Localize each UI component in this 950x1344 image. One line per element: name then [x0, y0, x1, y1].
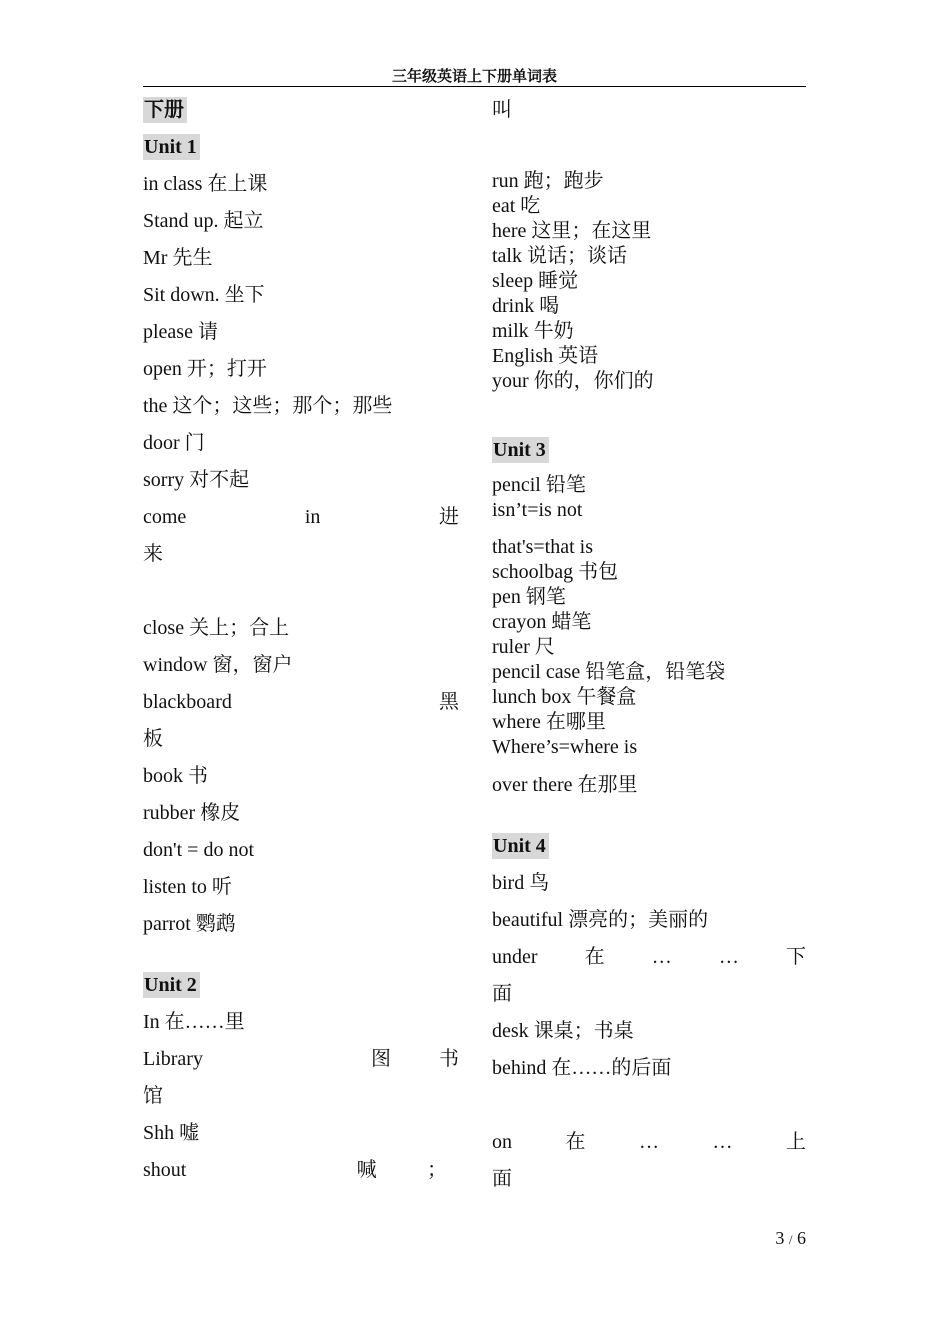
vocab-item: in class 在上课 [143, 173, 268, 195]
vocab-item: window 窗，窗户 [143, 654, 293, 676]
vocab-item: lunch box 午餐盒 [492, 686, 637, 708]
vocab-item: sorry 对不起 [143, 469, 250, 491]
justified-word: … [639, 1131, 659, 1153]
vocab-item: eat 吃 [492, 195, 541, 217]
vocab-item: ruler 尺 [492, 636, 555, 658]
vocab-item-continuation: 馆 [143, 1085, 163, 1107]
vocab-item-under [492, 939, 806, 976]
justified-word: shout [143, 1159, 187, 1181]
justified-word: 在 [565, 1131, 586, 1153]
page-current: 3 [775, 1228, 785, 1248]
justified-word: … [712, 1131, 733, 1153]
vocab-item: schoolbag 书包 [492, 561, 619, 583]
vocab-item: pencil case 铅笔盒，铅笔袋 [492, 661, 726, 683]
unit4-heading: Unit 4 [492, 833, 549, 859]
vocab-item: English 英语 [492, 345, 599, 367]
vocab-item: desk 课桌；书桌 [492, 1020, 634, 1042]
page-total: 6 [797, 1228, 806, 1248]
vocab-item-blackboard [143, 684, 459, 721]
justified-word: 喊 [356, 1159, 377, 1181]
vocab-item-come-in [143, 499, 459, 536]
vocab-item: listen to 听 [143, 876, 232, 898]
justified-word: 下 [785, 946, 806, 968]
vocab-item: book 书 [143, 765, 208, 787]
vocab-item-continuation: 来 [143, 543, 163, 565]
vocab-item-continuation: 面 [492, 983, 512, 1005]
unit3-heading: Unit 3 [492, 437, 549, 463]
vocab-item: open 开；打开 [143, 358, 267, 380]
header-rule [143, 86, 806, 87]
justified-word: 进 [439, 506, 459, 528]
vocab-item: rubber 橡皮 [143, 802, 241, 824]
vocab-item: drink 喝 [492, 295, 560, 317]
vocab-item: milk 牛奶 [492, 320, 574, 342]
vocab-item: that's=that is [492, 536, 593, 558]
vocab-item-continuation: 叫 [492, 99, 512, 121]
justified-word: 图 [370, 1048, 391, 1070]
vocab-item-continuation: 板 [143, 728, 163, 750]
justified-word: 上 [786, 1131, 806, 1153]
vocab-item-library [143, 1041, 459, 1078]
page-number [760, 1228, 806, 1249]
left-column [143, 92, 459, 1189]
justified-word: 黑 [439, 691, 459, 713]
justified-word: in [304, 506, 321, 528]
vocab-item: run 跑；跑步 [492, 170, 604, 192]
page-header-title: 三年级英语上下册单词表 [391, 67, 557, 85]
justified-word: … [718, 946, 739, 968]
right-column [492, 92, 806, 1198]
vocab-item-continuation: 面 [492, 1168, 512, 1190]
justified-word: Library [143, 1048, 203, 1070]
vocab-item: close 关上；合上 [143, 617, 290, 639]
vocab-item: don't = do not [143, 839, 254, 861]
justified-word: ； [427, 1159, 447, 1181]
justified-word: 书 [438, 1048, 459, 1070]
vocab-item: pencil 铅笔 [492, 474, 586, 496]
vocab-item: Mr 先生 [143, 247, 213, 269]
justified-word: come [143, 506, 187, 528]
vocab-item: bird 鸟 [492, 872, 550, 894]
vocab-item-shout [143, 1152, 459, 1189]
vocab-item-on [492, 1124, 806, 1161]
vocab-item: Sit down. 坐下 [143, 284, 265, 306]
vocab-item: over there 在那里 [492, 774, 638, 796]
vocab-item: pen 钢笔 [492, 586, 566, 608]
vocab-item: parrot 鹦鹉 [143, 913, 236, 935]
vocab-item: Stand up. 起立 [143, 210, 264, 232]
unit2-heading: Unit 2 [143, 972, 200, 998]
vocab-item: Shh 嘘 [143, 1122, 200, 1144]
page-separator: / [788, 1232, 793, 1247]
vocab-item: crayon 蜡笔 [492, 611, 592, 633]
unit1-heading: Unit 1 [143, 134, 200, 160]
vocab-item: talk 说话；谈话 [492, 245, 627, 267]
vocab-item: your 你的，你们的 [492, 370, 654, 392]
vocab-item: door 门 [143, 432, 205, 454]
vocab-item: the 这个；这些；那个；那些 [143, 395, 393, 417]
vocab-item: beautiful 漂亮的；美丽的 [492, 909, 709, 931]
justified-word: 在 [584, 946, 605, 968]
vocab-item: please 请 [143, 321, 218, 343]
justified-word: on [492, 1131, 512, 1153]
vocab-item: behind 在……的后面 [492, 1057, 672, 1079]
vocab-item: isn’t=is not [492, 499, 583, 521]
justified-word: under [492, 946, 538, 968]
vocab-item: where 在哪里 [492, 711, 606, 733]
justified-word: blackboard [143, 691, 232, 713]
vocab-item: here 这里；在这里 [492, 220, 652, 242]
vocab-item: sleep 睡觉 [492, 270, 579, 292]
vocab-item: Where’s=where is [492, 736, 638, 758]
vocab-item: In 在……里 [143, 1011, 245, 1033]
justified-word: … [651, 946, 672, 968]
book-label: 下册 [143, 97, 187, 123]
